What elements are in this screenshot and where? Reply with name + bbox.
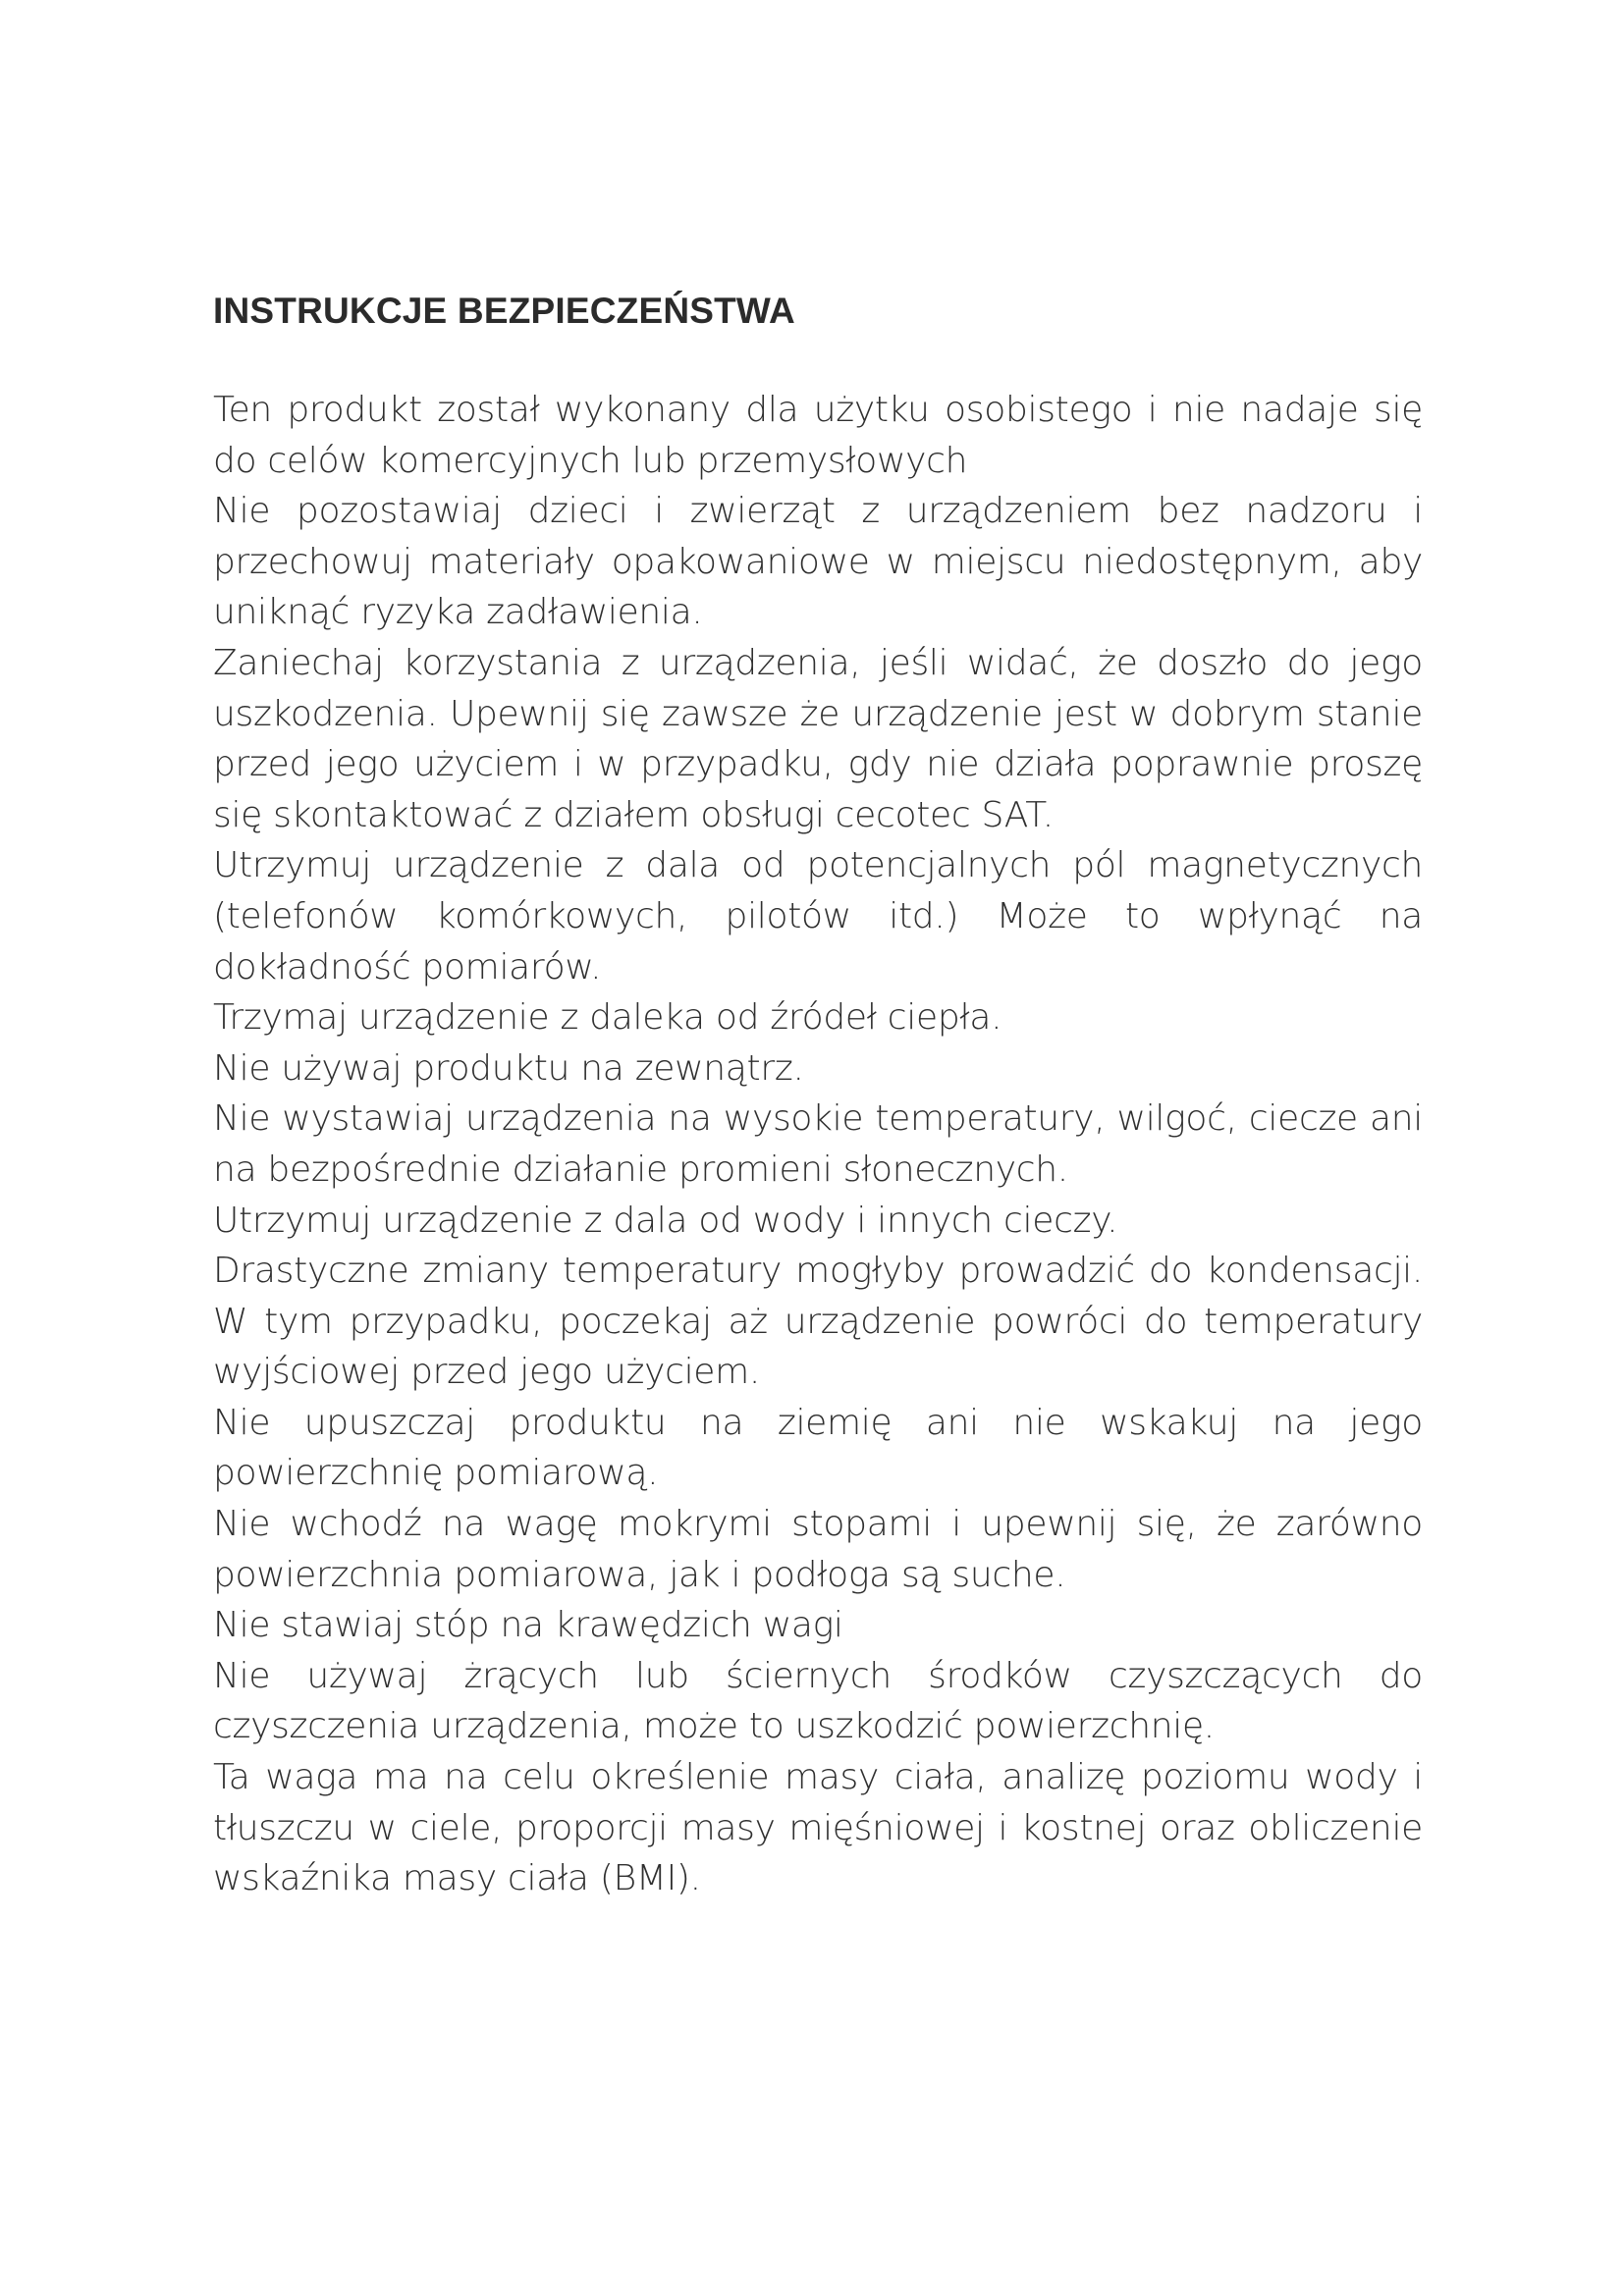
- instruction-paragraph-exposure: Nie wystawiaj urządzenia na wysokie temperatury, wilgoć, ciecze ani na bezpośrednie działanie promieni słonecznych.: [213, 1098, 1423, 1190]
- instruction-paragraph-magnetic-fields: Utrzymuj urządzenie z dala od potencjalnych pól magnetycznych (telefonów komórkowych, pilotów itd.) Może to wpłynąć na dokładność pomiarów.: [213, 845, 1423, 988]
- instruction-paragraph-damage: Zaniechaj korzystania z urządzenia, jeśli widać, że doszło do jego uszkodzenia. Upewnij się zawsze że urządzenie jest w dobrym stanie przed jego użyciem i w przypadku, gdy nie działa poprawnie proszę się skontaktować z działem obsługi cecotec SAT.: [213, 642, 1423, 835]
- instruction-paragraph-condensation: Drastyczne zmiany temperatury mogłyby prowadzić do kondensacji. W tym przypadku, poczekaj aż urządzenie powróci do temperatury wyjściowej przed jego użyciem.: [213, 1251, 1423, 1393]
- instruction-paragraph-dropping: Nie upuszczaj produktu na ziemię ani nie wskakuj na jego powierzchnię pomiarową.: [213, 1402, 1423, 1494]
- section-title: INSTRUKCJE BEZPIECZEŃSTWA: [213, 291, 795, 331]
- instruction-paragraph-heat-sources: Trzymaj urządzenie z daleka od źródeł ciepła.: [213, 997, 1002, 1039]
- instruction-paragraph-cleaning: Nie używaj żrących lub ściernych środków czyszczących do czyszczenia urządzenia, może to uszkodzić powierzchnię.: [213, 1655, 1423, 1747]
- instruction-paragraph-purpose: Ta waga ma na celu określenie masy ciała, analizę poziomu wody i tłuszczu w ciele, proporcji masy mięśniowej i kostnej oraz obliczenie wskaźnika masy ciała (BMI).: [213, 1757, 1423, 1899]
- instruction-paragraph-outdoor: Nie używaj produktu na zewnątrz.: [213, 1047, 804, 1089]
- instruction-paragraph-children-animals: Nie pozostawiaj dzieci i zwierząt z urządzeniem bez nadzoru i przechowuj materiały opakowaniowe w miejscu niedostępnym, aby uniknąć ryzyka zadławienia.: [213, 491, 1423, 633]
- instruction-paragraph-edges: Nie stawiaj stóp na krawędzich wagi: [213, 1605, 843, 1646]
- instruction-paragraph-wet-feet: Nie wchodź na wagę mokrymi stopami i upewnij się, że zarówno powierzchnia pomiarowa, jak i podłoga są suche.: [213, 1504, 1423, 1595]
- instruction-paragraph-personal-use: Ten produkt został wykonany dla użytku osobistego i nie nadaje się do celów komercyjnych lub przemysłowych: [213, 390, 1423, 481]
- safety-instructions-section: [213, 289, 1423, 1904]
- instruction-paragraph-water: Utrzymuj urządzenie z dala od wody i innych cieczy.: [213, 1200, 1118, 1241]
